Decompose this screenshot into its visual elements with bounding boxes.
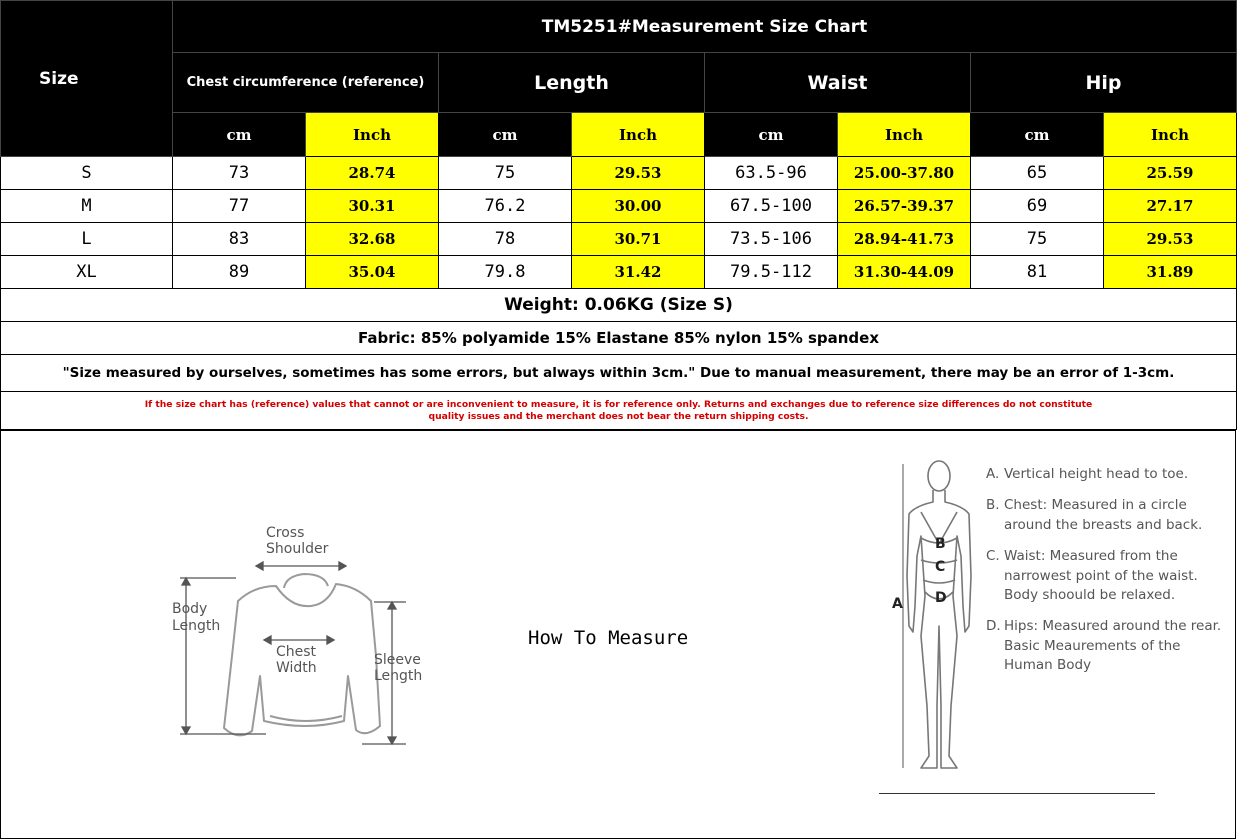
size-cell: M <box>1 190 173 223</box>
sleeve-length-label: Length <box>374 668 423 684</box>
chest-width-label: Chest <box>276 644 317 660</box>
chest-width-label: Width <box>276 660 317 676</box>
step-letter: D. <box>986 618 1001 635</box>
chest-inch-cell: 35.04 <box>306 256 439 289</box>
chest-cm-cell: 73 <box>173 157 306 190</box>
table-row <box>1 256 1237 289</box>
waist-header: Waist <box>705 53 971 113</box>
waist-cm-cell: 63.5-96 <box>705 157 838 190</box>
how-to-measure-title: How To Measure <box>528 627 689 649</box>
chest-cm-header: cm <box>173 113 306 157</box>
how-to-measure-panel <box>0 430 1236 839</box>
step-text: Hips: Measured around the rear. Basic Meaurements of the Human Body <box>1004 618 1222 674</box>
step-letter: C. <box>986 548 1000 565</box>
step-letter: A. <box>986 466 1000 482</box>
reference-warning-note: If the size chart has (reference) values that cannot or are inconvenient to measure, it is for reference only. Returns and exchanges due to reference size differences do not constitute quality issues and the merchant does not bear the return shipping costs. <box>1 392 1237 430</box>
step-item <box>986 465 1226 484</box>
chest-inch-cell: 32.68 <box>306 223 439 256</box>
body-length-label: Length <box>172 618 221 634</box>
length-cm-cell: 78 <box>439 223 572 256</box>
chest-header: Chest circumference (reference) <box>173 53 439 113</box>
length-cm-cell: 79.8 <box>439 256 572 289</box>
weight-note: Weight: 0.06KG (Size S) <box>1 289 1237 322</box>
waist-inch-cell: 28.94-41.73 <box>838 223 971 256</box>
size-cell: S <box>1 157 173 190</box>
marker-c: C <box>935 559 946 575</box>
step-letter: B. <box>986 497 1000 514</box>
table-row <box>1 223 1237 256</box>
shirt-measure-diagram <box>166 516 436 766</box>
waist-inch-cell: 25.00-37.80 <box>838 157 971 190</box>
length-inch-cell: 30.00 <box>572 190 705 223</box>
hip-inch-cell: 25.59 <box>1104 157 1237 190</box>
measurement-steps <box>986 465 1226 676</box>
table-row <box>1 190 1237 223</box>
waist-cm-cell: 67.5-100 <box>705 190 838 223</box>
chest-cm-cell: 89 <box>173 256 306 289</box>
chest-inch-cell: 30.31 <box>306 190 439 223</box>
waist-inch-cell: 26.57-39.37 <box>838 190 971 223</box>
step-item <box>986 496 1226 535</box>
body-measure-diagram <box>881 456 981 781</box>
measurement-error-note: "Size measured by ourselves, sometimes has some errors, but always within 3cm." Due to manual measurement, there may be an error of 1-3cm. <box>1 355 1237 392</box>
length-inch-header: Inch <box>572 113 705 157</box>
hip-inch-cell: 29.53 <box>1104 223 1237 256</box>
length-cm-header: cm <box>439 113 572 157</box>
chest-inch-cell: 28.74 <box>306 157 439 190</box>
length-cm-cell: 76.2 <box>439 190 572 223</box>
size-header: Size <box>1 1 173 157</box>
waist-cm-header: cm <box>705 113 838 157</box>
length-header: Length <box>439 53 705 113</box>
hip-cm-cell: 75 <box>971 223 1104 256</box>
size-cell: XL <box>1 256 173 289</box>
size-cell: L <box>1 223 173 256</box>
hip-cm-cell: 81 <box>971 256 1104 289</box>
marker-b: B <box>935 536 946 552</box>
step-item <box>986 617 1226 675</box>
step-text: Chest: Measured in a circle around the breasts and back. <box>1004 497 1203 533</box>
divider <box>879 793 1155 794</box>
marker-d: D <box>935 590 947 606</box>
chest-cm-cell: 77 <box>173 190 306 223</box>
waist-cm-cell: 79.5-112 <box>705 256 838 289</box>
cross-shoulder-label: Shoulder <box>266 541 329 557</box>
waist-inch-cell: 31.30-44.09 <box>838 256 971 289</box>
chest-inch-header: Inch <box>306 113 439 157</box>
chest-cm-cell: 83 <box>173 223 306 256</box>
length-inch-cell: 31.42 <box>572 256 705 289</box>
table-row <box>1 157 1237 190</box>
waist-cm-cell: 73.5-106 <box>705 223 838 256</box>
chart-title: TM5251#Measurement Size Chart <box>173 1 1237 53</box>
hip-header: Hip <box>971 53 1237 113</box>
hip-inch-header: Inch <box>1104 113 1237 157</box>
step-item <box>986 547 1226 605</box>
cross-shoulder-label: Cross <box>266 525 305 541</box>
length-inch-cell: 29.53 <box>572 157 705 190</box>
length-inch-cell: 30.71 <box>572 223 705 256</box>
fabric-note: Fabric: 85% polyamide 15% Elastane 85% nylon 15% spandex <box>1 322 1237 355</box>
body-length-label: Body <box>172 601 208 617</box>
hip-cm-header: cm <box>971 113 1104 157</box>
step-text: Waist: Measured from the narrowest point of the waist. Body shoould be relaxed. <box>1004 548 1198 604</box>
marker-a: A <box>892 596 903 612</box>
hip-inch-cell: 27.17 <box>1104 190 1237 223</box>
sleeve-length-label: Sleeve <box>374 652 421 668</box>
hip-cm-cell: 65 <box>971 157 1104 190</box>
length-cm-cell: 75 <box>439 157 572 190</box>
hip-inch-cell: 31.89 <box>1104 256 1237 289</box>
waist-inch-header: Inch <box>838 113 971 157</box>
hip-cm-cell: 69 <box>971 190 1104 223</box>
step-text: Vertical height head to toe. <box>1004 466 1189 482</box>
